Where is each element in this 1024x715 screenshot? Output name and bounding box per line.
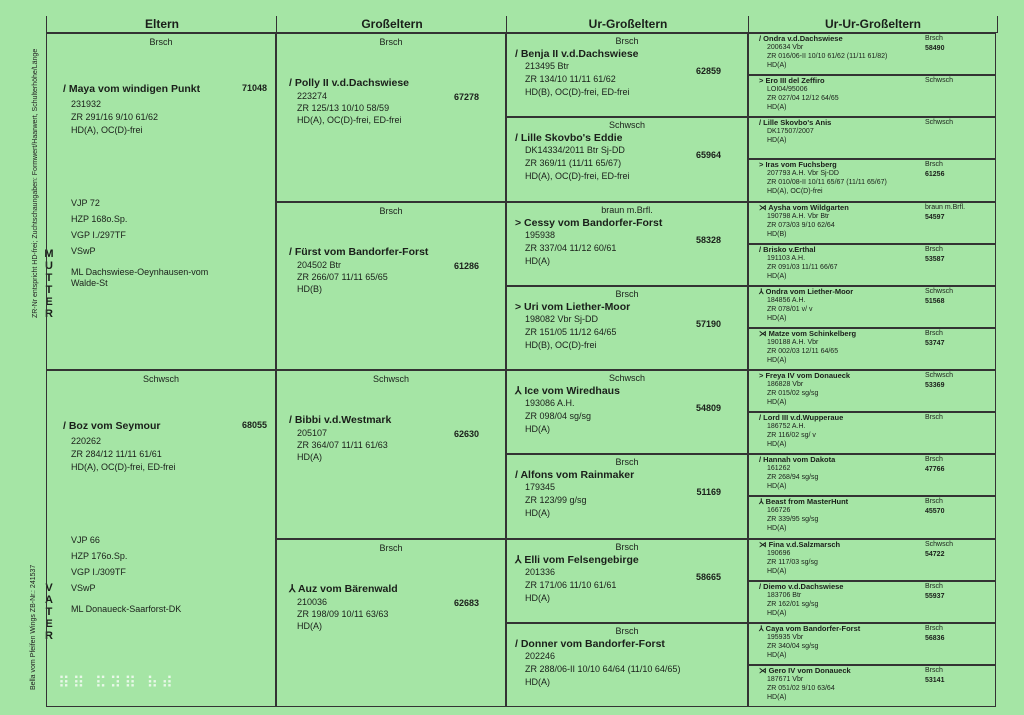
info-line: 186752 A.H. — [767, 423, 806, 431]
info-line: ZR 116/02 sg/ v — [767, 432, 816, 440]
info-line: 202246 — [525, 650, 556, 661]
coat-color: Brsch — [379, 205, 403, 216]
info-line: HD(A) — [525, 676, 550, 687]
dog-number: 53747 — [925, 339, 945, 347]
info-line: 161262 — [767, 465, 791, 473]
vater-label: V A T E R — [45, 582, 53, 642]
dog-name: / Lille Skovbo's Anis — [759, 118, 832, 128]
dog-name: ⅄ Auz vom Bärenwald — [289, 582, 398, 595]
info-line: 201336 — [525, 566, 556, 577]
info-line: HD(A) — [767, 441, 787, 449]
info-line: 187671 Vbr — [767, 675, 804, 683]
name-row — [759, 118, 995, 127]
coat-color: Brsch — [925, 624, 943, 632]
info-line: ZR 073/03 9/10 62/64 — [767, 221, 835, 229]
dog-name: ⅄ Caya vom Bandorfer-Forst — [759, 623, 861, 633]
info-line: ZR 369/11 (11/11 65/67) — [525, 158, 622, 169]
coat-color: Brsch — [925, 666, 943, 674]
info-line: ZR 051/02 9/10 63/64 — [767, 684, 835, 692]
dog-number: 58665 — [695, 571, 721, 582]
coat-color: Brsch — [925, 582, 943, 590]
info-line: HD(A) — [767, 399, 787, 406]
coat-color: Schwsch — [925, 119, 954, 127]
great-grandparent-cell — [506, 454, 748, 538]
coat-color: Schwsch — [925, 287, 954, 295]
dog-name: / Benja II v.d.Dachswiese — [515, 48, 639, 60]
name-row — [759, 455, 995, 464]
parent-cell — [46, 370, 276, 707]
coat-color: Brsch — [149, 37, 173, 47]
dog-number: 51169 — [696, 487, 721, 498]
info-line: ZR 091/03 11/11 66/67 — [767, 263, 838, 271]
dog-number: 53141 — [925, 676, 945, 684]
coat-color: Brsch — [925, 498, 943, 506]
performance-line: HZP 168o.Sp. — [71, 214, 128, 224]
info-line: HD(A) — [525, 255, 550, 266]
info-line: 179345 — [525, 482, 556, 493]
coat-color: Schwsch — [608, 373, 645, 383]
performance-line: VJP 72 — [71, 198, 100, 208]
great-great-grandparent-cell — [748, 370, 996, 412]
info-line: HD(A) — [767, 104, 787, 112]
dog-name: / Hannah vom Dakota — [759, 455, 836, 465]
performance-line: VSwP — [71, 246, 96, 256]
great-great-grandparent-cell — [748, 328, 996, 370]
grandparent-cell — [276, 202, 506, 371]
name-row — [759, 160, 995, 169]
grandparent-cell — [276, 539, 506, 708]
great-great-grandparent-cell — [748, 202, 996, 244]
name-row — [759, 666, 995, 675]
coat-color: Brsch — [615, 457, 639, 468]
info-line: 198082 Vbr Sj-DD — [525, 313, 599, 324]
info-line: ZR 151/05 11/12 64/65 — [525, 326, 617, 337]
dog-number: 61256 — [925, 171, 945, 179]
great-great-grandparent-cell — [748, 244, 996, 286]
name-row — [289, 244, 485, 258]
header-eltern: Eltern — [46, 16, 277, 33]
dog-name: ⋊ Gero IV vom Donaueck — [759, 665, 851, 675]
name-row — [289, 581, 485, 595]
info-line: ZR 015/02 sg/sg — [767, 390, 819, 397]
great-great-grandparent-cell — [748, 286, 996, 328]
info-line: HD(A) — [767, 356, 787, 364]
info-line: ZR 198/09 10/11 63/63 — [297, 608, 389, 619]
dog-name: > Freya IV vom Donaueck — [759, 371, 851, 380]
info-line: 186828 Vbr — [767, 381, 804, 388]
info-line: ZR 340/04 sg/sg — [767, 642, 819, 650]
info-line: ZR 010/08-II 10/11 65/67 (11/11 65/67) — [767, 179, 887, 187]
info-line: ZR 162/01 sg/sg — [767, 600, 819, 608]
coat-color: braun m.Brfl. — [925, 203, 966, 211]
info-line: HD(A) — [767, 483, 787, 491]
great-grandparent-cell — [506, 286, 748, 370]
name-row — [63, 418, 267, 432]
dog-number: 67278 — [453, 92, 479, 102]
coat-color: Brsch — [925, 414, 943, 422]
dog-name: / Diemo v.d.Dachswiese — [759, 581, 844, 591]
info-line: ZR 078/01 v/ v — [767, 305, 813, 313]
name-row — [759, 497, 995, 506]
header-urgrosseltern: Ur-Großeltern — [506, 16, 749, 33]
info-line: 193086 A.H. — [525, 398, 575, 408]
coat-color: Schwsch — [925, 77, 954, 85]
name-row — [759, 34, 995, 43]
info-line: 190188 A.H. Vbr — [767, 338, 819, 346]
dog-name: ⅄ Beast from MasterHunt — [759, 497, 849, 507]
info-line: 205107 — [297, 428, 328, 438]
name-row — [289, 412, 485, 426]
dog-name: > Cessy vom Bandorfer-Forst — [515, 216, 663, 229]
dog-name: ⋊ Matze vom Schinkelberg — [759, 328, 857, 338]
performance-line: VJP 66 — [71, 535, 100, 545]
dog-number: 62630 — [453, 429, 479, 439]
dog-number: 71048 — [241, 83, 267, 93]
pedigree-grid — [46, 16, 996, 707]
dog-number: 51568 — [925, 297, 945, 305]
info-line: ZR 027/04 12/12 64/65 — [767, 95, 839, 103]
info-line: 220262 — [71, 436, 102, 446]
grandparent-cell — [276, 370, 506, 539]
info-line: 213495 Btr — [525, 61, 570, 71]
name-row — [63, 81, 267, 95]
info-line: 195938 — [525, 229, 556, 240]
info-line: 207793 A.H. Vbr Sj-DD — [767, 170, 839, 178]
great-great-grandparent-cell — [748, 496, 996, 538]
dog-name: ⅄ Elli vom Felsengebirge — [515, 553, 639, 566]
dog-number: 58328 — [695, 234, 721, 245]
great-grandparent-cell — [506, 539, 748, 623]
info-line: HD(A), OC(D)-frei — [71, 125, 143, 135]
dog-name: ⅄ Ice vom Wiredhaus — [515, 385, 620, 397]
dog-number: 47766 — [925, 466, 945, 474]
info-line: 200634 Vbr — [767, 44, 804, 51]
name-row — [759, 413, 995, 422]
info-line: 195935 Vbr — [767, 633, 804, 641]
great-grandparent-cell — [506, 370, 748, 454]
info-line: 204502 Btr — [297, 259, 342, 270]
coat-color: Brsch — [925, 329, 943, 337]
info-line: HD(A) — [767, 272, 787, 280]
name-row — [289, 75, 485, 89]
info-line: LOI04/95006 — [767, 86, 808, 94]
performance-line: HZP 176o.Sp. — [71, 551, 128, 561]
great-great-grandparent-cell — [748, 581, 996, 623]
info-line: ZR 337/04 11/12 60/61 — [525, 242, 617, 253]
info-line: ZR 291/16 9/10 61/62 — [71, 112, 159, 122]
dog-name: ⅄ Ondra vom Liether-Moor — [759, 286, 854, 296]
info-line: ZR 171/06 11/10 61/61 — [525, 579, 617, 590]
name-row — [759, 245, 995, 254]
top-side-note: ZR-Nr entspricht HD-frei; Zuchtschaungaben: Formwert/Haarwert, Schulterhöhe/Länge — [32, 48, 39, 318]
info-line: 183706 Btr — [767, 591, 802, 599]
info-line: 190696 — [767, 549, 791, 557]
coat-color: Brsch — [925, 456, 943, 464]
coat-color: Schwsch — [925, 540, 954, 548]
dog-name: / Lille Skovbo's Eddie — [515, 132, 623, 145]
info-line: HD(A), OC(D)-frei, ED-frei — [525, 171, 630, 182]
info-line: 191103 A.H. — [767, 254, 806, 262]
dog-name: / Bibbi v.d.Westmark — [289, 414, 392, 426]
info-line: HD(B), OC(D)-frei — [525, 339, 597, 350]
dog-number: 62683 — [453, 597, 479, 608]
great-great-grandparent-cell — [748, 33, 996, 75]
info-line: DK17507/2007 — [767, 128, 814, 136]
dog-name: > Uri vom Liether-Moor — [515, 300, 631, 313]
info-line: HD(A) — [767, 609, 787, 617]
info-line: ZR 098/04 sg/sg — [525, 411, 592, 421]
dog-number: 54809 — [695, 403, 721, 413]
info-line: ZR 125/13 10/10 58/59 — [297, 103, 390, 113]
performance-line: VGP I./297TF — [71, 230, 126, 240]
dog-number: 68055 — [241, 420, 267, 430]
info-line: 231932 — [71, 99, 102, 109]
dog-number: 57190 — [695, 318, 721, 329]
dog-number: 61286 — [453, 260, 479, 271]
coat-color: Schwsch — [372, 374, 409, 384]
info-line: HD(A) — [767, 567, 787, 575]
dog-number: 45570 — [925, 508, 945, 516]
info-line: 184856 A.H. — [767, 296, 806, 304]
info-line: HD(A), OC(D)-frei — [767, 188, 823, 196]
name-row — [759, 76, 995, 85]
dog-number: 54597 — [925, 213, 945, 221]
info-line: ZR 266/07 11/11 65/65 — [297, 271, 388, 282]
name-row — [759, 371, 995, 380]
info-line: HD(A) — [297, 620, 322, 631]
coat-color: Brsch — [925, 35, 943, 42]
dog-number: 58490 — [925, 45, 945, 52]
info-line: HD(A) — [767, 651, 787, 659]
great-great-grandparent-cell — [748, 454, 996, 496]
performance-block — [47, 535, 275, 615]
great-great-grandparent-cell — [748, 623, 996, 665]
great-great-grandparent-cell — [748, 117, 996, 159]
coat-color: Schwsch — [925, 372, 954, 379]
info-line: HD(A) — [525, 508, 550, 519]
dog-number: 54722 — [925, 550, 945, 558]
great-grandparent-cell — [506, 33, 748, 117]
dog-number: 62859 — [695, 66, 721, 76]
info-line: ZR 117/03 sg/sg — [767, 558, 818, 566]
info-line: HD(A) — [767, 62, 787, 69]
embossed-stamp: ⠿⠿ ⠯⠽⠿ ⠷⠾ — [58, 675, 176, 692]
dog-number: 56836 — [925, 634, 945, 642]
performance-line: VSwP — [71, 583, 96, 593]
name-row — [759, 329, 995, 338]
coat-color: Brsch — [379, 37, 403, 47]
dog-name: / Boz vom Seymour — [63, 420, 161, 432]
great-great-grandparent-cell — [748, 159, 996, 201]
performance-line: VGP I./309TF — [71, 567, 126, 577]
info-line: HD(A) — [525, 424, 550, 434]
dog-number: 53369 — [925, 382, 945, 389]
dog-name: / Lord III v.d.Wupperaue — [759, 413, 844, 423]
parent-cell — [46, 33, 276, 370]
coat-color: Brsch — [615, 541, 639, 552]
header-ururgrosseltern: Ur-Ur-Großeltern — [748, 16, 998, 33]
coat-color: Brsch — [615, 288, 639, 299]
grandparent-cell — [276, 33, 506, 202]
info-line: 166726 — [767, 507, 791, 515]
info-line: ZR 123/99 g/sg — [525, 495, 587, 506]
name-row — [759, 287, 995, 296]
dog-name: ⋊ Fina v.d.Salzmarsch — [759, 539, 841, 549]
info-line: ZR 284/12 11/11 61/61 — [71, 449, 162, 459]
dog-name: / Fürst vom Bandorfer-Forst — [289, 245, 429, 258]
great-great-grandparent-cell — [748, 412, 996, 454]
dog-number: 53587 — [925, 255, 945, 263]
coat-color: Schwsch — [608, 120, 645, 131]
info-line: HD(B), OC(D)-frei, ED-frei — [525, 87, 630, 97]
dog-name: > Ero III del Zeffiro — [759, 76, 825, 86]
info-line: HD(A), OC(D)-frei, ED-frei — [71, 462, 176, 472]
coat-color: Brsch — [615, 625, 639, 636]
performance-block — [47, 198, 275, 289]
info-line: HD(A) — [297, 452, 322, 462]
mutter-label: M U T T E R — [44, 248, 54, 320]
great-grandparent-cell — [506, 117, 748, 201]
dog-name: / Alfons vom Rainmaker — [515, 469, 635, 482]
info-line: HD(A) — [767, 525, 787, 533]
name-row — [759, 540, 995, 549]
info-line: 190798 A.H. Vbr Btr — [767, 212, 830, 220]
coat-color: Schwsch — [142, 374, 179, 384]
info-line: 223274 — [297, 91, 328, 101]
coat-color: Brsch — [615, 36, 639, 46]
info-line: 210036 — [297, 596, 328, 607]
dog-name: / Maya vom windigen Punkt — [63, 83, 201, 95]
coat-color: Brsch — [379, 542, 403, 553]
info-line: ZR 134/10 11/11 61/62 — [525, 74, 616, 84]
info-line: ZR 002/03 12/11 64/65 — [767, 347, 839, 355]
ml-line: ML Dachswiese-Oeynhausen-vom Walde-St — [71, 267, 209, 288]
info-line: HD(A) — [525, 592, 550, 603]
dog-name: / Polly II v.d.Dachswiese — [289, 77, 410, 89]
great-great-grandparent-cell — [748, 75, 996, 117]
ml-line: ML Donaueck-Saarforst-DK — [71, 604, 182, 614]
dog-name: / Ondra v.d.Dachswiese — [759, 34, 843, 43]
dog-name: / Donner vom Bandorfer-Forst — [515, 637, 665, 650]
info-line: DK14334/2011 Btr Sj-DD — [525, 145, 625, 156]
bottom-side-note: Bella vom Pfeifen Wings ZB-Nr.: 241537 — [30, 564, 37, 690]
info-line: HD(A) — [767, 137, 787, 145]
info-line: ZR 364/07 11/11 61/63 — [297, 440, 388, 450]
info-line: ZR 339/95 sg/sg — [767, 516, 819, 524]
info-line: ZR 288/06-II 10/10 64/64 (11/10 64/65) — [525, 663, 681, 674]
coat-color: Brsch — [925, 245, 943, 253]
info-line: HD(B) — [297, 283, 322, 294]
name-row — [759, 582, 995, 591]
dog-number: 55937 — [925, 592, 945, 600]
dog-name: ⋊ Aysha vom Wildgarten — [759, 202, 849, 212]
coat-color: Brsch — [925, 161, 943, 169]
dog-name: > Iras vom Fuchsberg — [759, 160, 837, 170]
info-line: HD(A), OC(D)-frei, ED-frei — [297, 115, 402, 125]
great-grandparent-cell — [506, 623, 748, 707]
great-grandparent-cell — [506, 202, 748, 286]
info-line: HD(B) — [767, 230, 787, 238]
name-row — [759, 624, 995, 633]
dog-name: / Brisko v.Erthal — [759, 244, 816, 254]
great-great-grandparent-cell — [748, 665, 996, 707]
info-line: ZR 268/94 sg/sg — [767, 474, 819, 482]
info-line: HD(A) — [767, 693, 787, 701]
dog-number: 65964 — [695, 150, 721, 161]
coat-color: braun m.Brfl. — [601, 204, 653, 215]
great-great-grandparent-cell — [748, 539, 996, 581]
info-line: ZR 016/06-II 10/10 61/62 (11/11 61/82) — [767, 53, 888, 60]
header-grosseltern: Großeltern — [276, 16, 507, 33]
info-line: HD(A) — [767, 314, 787, 322]
